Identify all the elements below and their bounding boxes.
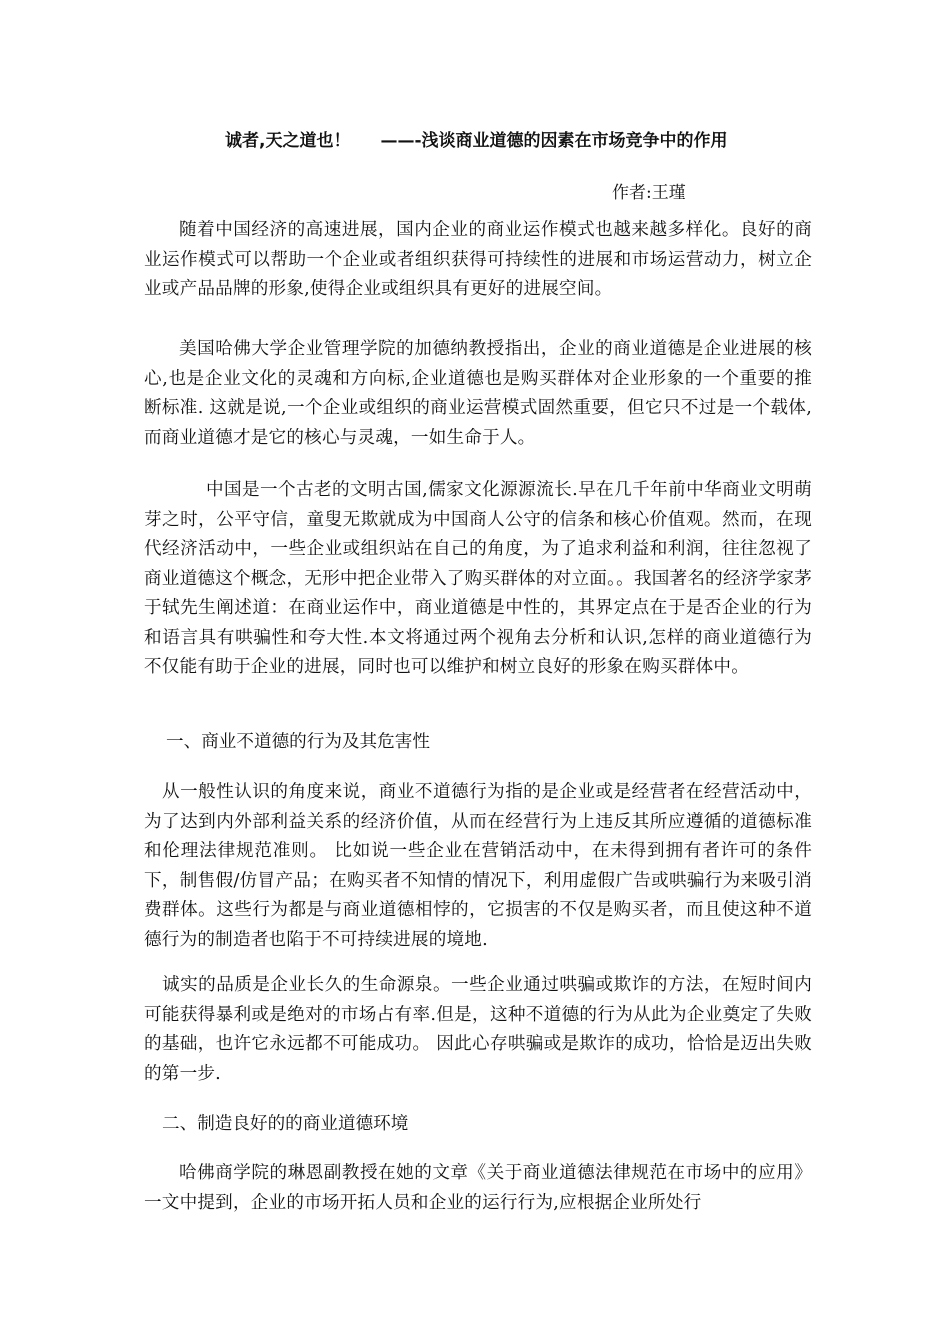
author-line: 作者:王瑾 — [612, 183, 686, 203]
title-main: 诚者,天之道也！ — [225, 131, 351, 151]
paragraph-china: 中国是一个古老的文明古国,儒家文化源源流长.早在几千年前中华商业文明萌芽之时，公平守信，童叟无欺就成为中国商人公守的信条和核心价值观。然而，在现 代经济活动中，一些企业或组织站在自己的角度，为了追求利益和利润，往往忽视了商业道德这个概念，无形中把企业带入了购买群体的对立面。。我国著名的经济学家茅于轼先生阐述道：在商业运作中，商业道德是中性的，其界定点在于是否企业的行为和语言具有哄骗性和夸大性.本文将通过两个视角去分析和认识,怎样的商业道德行为不仅能有助于企业的进展，同时也可以维护和树立良好的形象在购买群体中。 — [144, 480, 812, 677]
paragraph-harvard: 美国哈佛大学企业管理学院的加德纳教授指出，企业的商业道德是企业进展的核心,也是企业文化的灵魂和方向标,企业道德也是购买群体对企业形象的一个重要的推断标准. 这就是说,一个企业或组织的商业运营模式固然重要，但它只不过是一个载体,而商业道德才是它的核心与灵魂，一如生命于人。 — [144, 339, 812, 448]
paragraph-unethical-behavior: 从一般性认识的角度来说，商业不道德行为指的是企业或是经营者在经营活动中，为了达到内外部利益关系的经济价值，从而在经营行为上违反其所应遵循的道德标准和伦理法律规范准则。 比如说一些企业在营销活动中，在未得到拥有者许可的条件下，制售假/仿冒产品；在购买者不知情的情况下，利用虚假广告或哄骗行为来吸引消费群体。这些行为都是与商业道德相悖的，它损害的不仅是购买者，而且使这种不道德行为的制造者也陷于不可持续进展的境地. — [144, 782, 812, 950]
section-heading-2: 二、制造良好的的商业道德环境 — [162, 1114, 409, 1134]
title-subtitle: ——-浅谈商业道德的因素在市场竞争中的作用 — [380, 131, 728, 151]
document-title — [225, 128, 845, 154]
paragraph-honesty: 诚实的品质是企业长久的生命源泉。一些企业通过哄骗或欺诈的方法，在短时间内可能获得暴利或是绝对的市场占有率.但是，这种不道德的行为从此为企业奠定了失败的基础，也许它永远都不可能成功。 因此心存哄骗或是欺诈的成功，恰恰是迈出失败的第一步. — [144, 975, 812, 1084]
paragraph-intro: 随着中国经济的高速进展，国内企业的商业运作模式也越来越多样化。良好的商业运作模式可以帮助一个企业或者组织获得可持续性的进展和市场运营动力，树立企业或产品品牌的形象,使得企业或组织具有更好的进展空间。 — [144, 220, 812, 299]
paragraph-lynn: 哈佛商学院的琳恩副教授在她的文章《关于商业道德法律规范在市场中的应用》一文中提到，企业的市场开拓人员和企业的运行行为,应根据企业所处行 — [144, 1163, 812, 1213]
section-heading-1: 一、商业不道德的行为及其危害性 — [166, 732, 430, 752]
